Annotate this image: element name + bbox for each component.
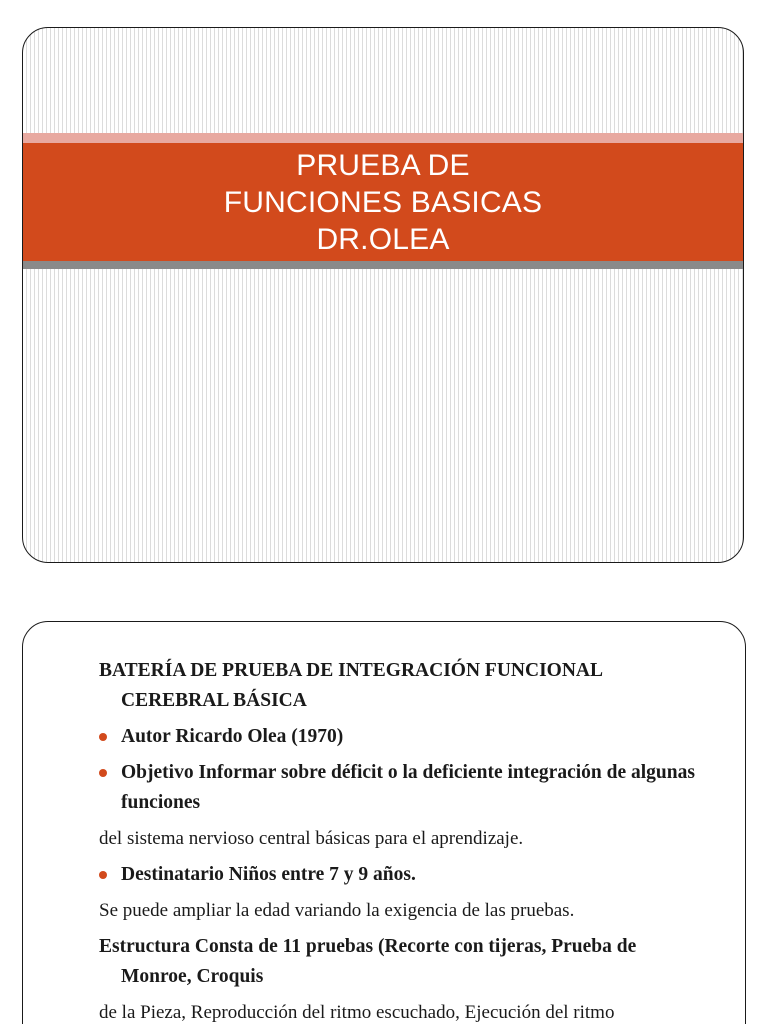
structure-text: Estructura Consta de 11 pruebas (Recorte con tijeras, Prueba de Monroe, Croquis — [99, 936, 637, 987]
bullet-author-text: Autor Ricardo Olea (1970) — [121, 726, 344, 747]
title-line-3: DR.OLEA — [316, 222, 450, 256]
bullet-target — [99, 860, 699, 890]
bullet-dot-icon — [99, 733, 107, 741]
title-line-1: PRUEBA DE — [296, 148, 470, 182]
bullet-author — [99, 722, 699, 752]
slide-content — [99, 656, 699, 1024]
bullet-dot-icon — [99, 871, 107, 879]
bullet-objective — [99, 758, 699, 818]
bullet-objective-text: Objetivo Informar sobre déficit o la deficiente integración de algunas funciones — [121, 762, 695, 813]
bullet-dot-icon — [99, 769, 107, 777]
title-bottom-stripe — [23, 261, 743, 269]
title-banner — [23, 143, 743, 261]
slide-heading: BATERÍA DE PRUEBA DE INTEGRACIÓN FUNCIONAL CEREBRAL BÁSICA — [99, 660, 602, 711]
bullet-target-text: Destinatario Niños entre 7 y 9 años. — [121, 864, 416, 885]
title-top-stripe — [23, 133, 743, 143]
title-line-2: FUNCIONES BASICAS — [223, 185, 543, 219]
objective-continuation: del sistema nervioso central básicas para el aprendizaje. — [99, 828, 524, 849]
age-note: Se puede ampliar la edad variando la exigencia de las pruebas. — [99, 900, 575, 921]
title-slide — [22, 27, 744, 563]
content-slide — [22, 621, 746, 1024]
structure-continuation: de la Pieza, Reproducción del ritmo escuchado, Ejecución del ritmo — [99, 1002, 615, 1023]
